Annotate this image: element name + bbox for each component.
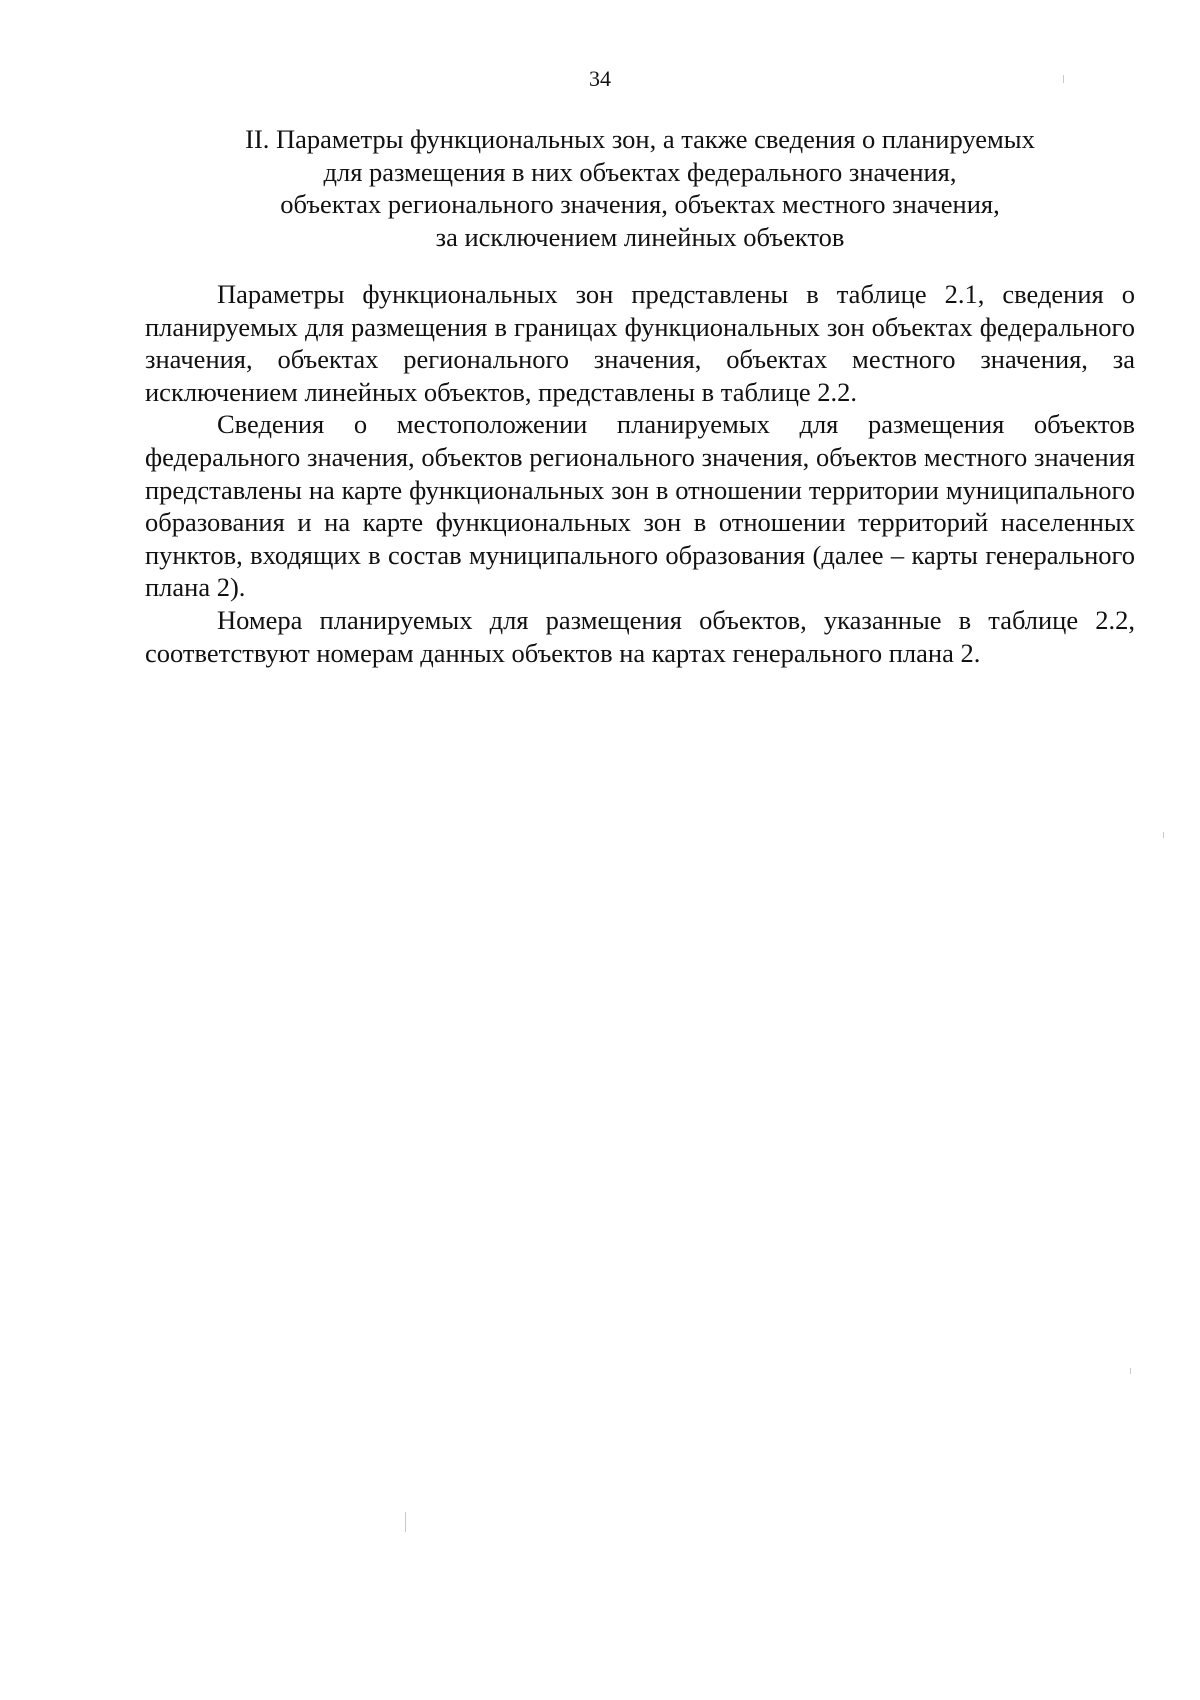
scan-artifact bbox=[405, 1512, 406, 1532]
paragraph-table-references: Параметры функциональных зон представлены в таблице 2.1, сведения о планируемых для размещения в границах функциональных зон объектах федерального значения, объектах регионального значения, объектах местного значения, за исключением линейных объектов, представлены в таблице 2.2. bbox=[145, 279, 1135, 407]
paragraph-map-location: Сведения о местоположении планируемых для размещения объектов федерального значения, объектов регионального значения, объектов местного значения представлены на карте функциональных зон в отношении территории муниципального образования и на карте функциональных зон в отношении территорий населенных пунктов, входящих в состав муниципального образования (далее – карты генерального плана 2). bbox=[145, 409, 1135, 603]
section-heading-line-1: II. Параметры функциональных зон, а также сведения о планируемых bbox=[245, 124, 1035, 154]
section-heading-line-3: объектах регионального значения, объектах местного значения, bbox=[280, 189, 1000, 219]
scan-artifact bbox=[1130, 1368, 1131, 1374]
paragraph-object-numbers: Номера планируемых для размещения объектов, указанные в таблице 2.2, соответствуют номерам данных объектов на картах генерального плана 2. bbox=[145, 604, 1135, 668]
section-heading-line-4: за исключением линейных объектов bbox=[435, 221, 845, 252]
page-number: 34 bbox=[589, 66, 611, 91]
section-heading-line-2: для размещения в них объектах федерального значения, bbox=[323, 156, 957, 187]
section-heading bbox=[145, 123, 1135, 253]
scan-artifact bbox=[1063, 75, 1064, 83]
scan-artifact bbox=[1163, 832, 1164, 838]
body-text bbox=[145, 278, 1135, 669]
